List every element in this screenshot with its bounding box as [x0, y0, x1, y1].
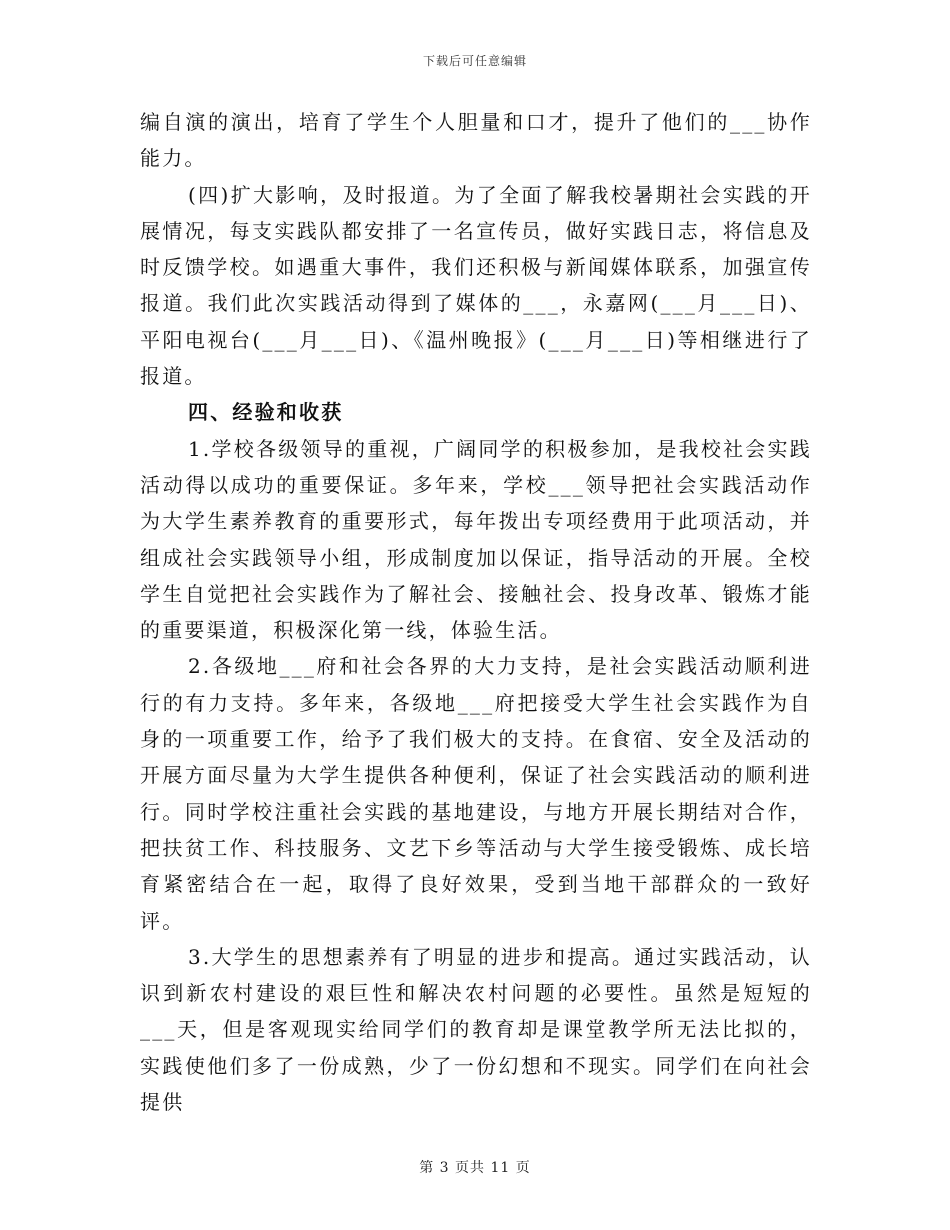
document-body: [140, 104, 812, 1120]
paragraph-media-coverage: (四)扩大影响，及时报道。为了全面了解我校暑期社会实践的开展情况，每支实践队都安排了一名宣传员，做好实践日志，将信息及时反馈学校。如遇重大事件，我们还积极与新闻媒体联系，加强宣传报道。我们此次实践活动得到了媒体的___，永嘉网(___月___日)、平阳电视台(___月___日)、《温州晚报》(___月___日)等相继进行了报道。: [140, 182, 812, 389]
paragraph-item-2: 2.各级地___府和社会各界的大力支持，是社会实践活动顺利进行的有力支持。多年来，各级地___府把接受大学生社会实践作为自身的一项重要工作，给予了我们极大的支持。在食宿、安全及活动的开展方面尽量为大学生提供各种便利，保证了社会实践活动的顺利进行。同时学校注重社会实践的基地建设，与地方开展长期结对合作，把扶贫工作、科技服务、文艺下乡等活动与大学生接受锻炼、成长培育紧密结合在一起，取得了良好效果，受到当地干部群众的一致好评。: [140, 654, 812, 933]
paragraph-item-1: 1.学校各级领导的重视，广阔同学的积极参加，是我校社会实践活动得以成功的重要保证。多年来，学校___领导把社会实践活动作为大学生素养教育的重要形式，每年拨出专项经费用于此项活动，并组成社会实践领导小组，形成制度加以保证，指导活动的开展。全校学生自觉把社会实践作为了解社会、接触社会、投身改革、锻炼才能的重要渠道，积极深化第一线，体验生活。: [140, 436, 812, 643]
paragraph-item-3: 3.大学生的思想素养有了明显的进步和提高。通过实践活动，认识到新农村建设的艰巨性和解决农村问题的必要性。虽然是短短的___天，但是客观现实给同学们的教育却是课堂教学所无法比拟的，实践使他们多了一份成熟，少了一份幻想和不现实。同学们在向社会提供: [140, 944, 812, 1115]
page-header: 下载后可任意编辑: [422, 54, 527, 68]
section-heading: 四、经验和收获: [188, 400, 344, 425]
page-footer: 第 3 页共 11 页: [419, 1160, 531, 1176]
paragraph-continued: 编自演的演出，培育了学生个人胆量和口才，提升了他们的___协作能力。: [140, 110, 812, 171]
